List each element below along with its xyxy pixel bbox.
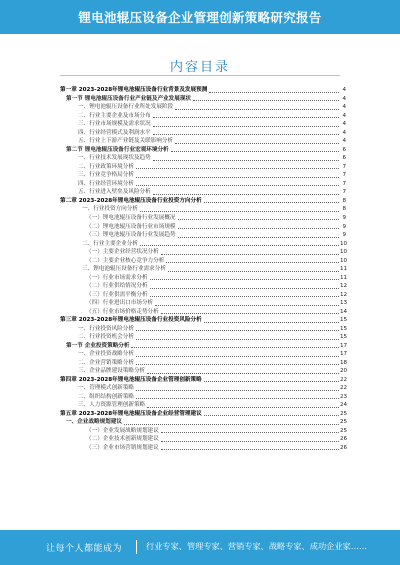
toc-entry-text: （五）行业市场价格走势分析 bbox=[86, 308, 159, 315]
toc-entry[interactable] bbox=[60, 86, 346, 95]
toc-page-number: 8 bbox=[342, 206, 346, 213]
toc-entry-text: 二、组织结构创新策略 bbox=[78, 393, 134, 400]
toc-page-number: 25 bbox=[340, 410, 348, 417]
toc-page-number: 6 bbox=[342, 146, 346, 153]
toc-entry-text: 第三章 2023-2028年锂电池辊压设备行业投资风险分析 bbox=[60, 317, 202, 324]
toc-entry-text: 第五章 2023-2028年锂电池辊压设备企业经营管理建议 bbox=[60, 410, 202, 417]
toc-entry[interactable] bbox=[60, 316, 346, 325]
toc-entry-text: 一、企业投资战略分析 bbox=[78, 351, 134, 358]
dot-leader bbox=[204, 381, 339, 382]
toc-entry-text: 一、行业投资方向分析 bbox=[82, 206, 138, 213]
toc-page-number: 7 bbox=[342, 180, 346, 187]
toc-page-number: 17 bbox=[340, 351, 348, 358]
toc-page-number: 4 bbox=[342, 104, 346, 111]
toc-page-number: 15 bbox=[340, 317, 348, 324]
toc-page-number: 9 bbox=[342, 214, 346, 221]
toc-page-number: 4 bbox=[342, 138, 346, 145]
toc-entry[interactable] bbox=[60, 180, 346, 189]
toc-entry[interactable] bbox=[60, 129, 346, 138]
toc-entry[interactable] bbox=[60, 410, 346, 419]
toc-entry[interactable] bbox=[60, 171, 346, 180]
dot-leader bbox=[161, 432, 339, 433]
toc-entry-text: 五、行业进入壁垒及风险分析 bbox=[78, 189, 151, 196]
dot-leader bbox=[136, 168, 339, 169]
toc-page-number: 4 bbox=[342, 87, 346, 94]
dot-leader bbox=[140, 211, 339, 212]
toc-page-number: 14 bbox=[340, 308, 348, 315]
dot-leader bbox=[166, 262, 339, 263]
toc-entry-text: （四）行业进出口市场分析 bbox=[86, 300, 154, 307]
dot-leader bbox=[178, 237, 339, 238]
toc-entry-text: 一、企业战略规划建议 bbox=[66, 419, 122, 426]
dot-leader bbox=[153, 160, 339, 161]
toc-page-number: 10 bbox=[340, 257, 348, 264]
dot-leader bbox=[175, 143, 339, 144]
dot-leader bbox=[136, 177, 339, 178]
toc-entry-text: 四、行业经营环境分析 bbox=[78, 180, 134, 187]
dot-leader bbox=[161, 313, 339, 314]
dot-leader bbox=[153, 117, 339, 118]
toc-heading: 内容目录 bbox=[169, 60, 230, 75]
footer-divider bbox=[136, 540, 137, 554]
toc-page-number: 13 bbox=[340, 300, 348, 307]
toc-entry[interactable] bbox=[60, 103, 346, 112]
toc-entry[interactable] bbox=[60, 256, 346, 265]
dot-leader bbox=[171, 151, 339, 152]
toc-page-number: 6 bbox=[342, 155, 346, 162]
toc-entry-text: 一、行业投资风险分析 bbox=[78, 325, 134, 332]
toc-page-number: 7 bbox=[342, 163, 346, 170]
toc-page-number: 8 bbox=[342, 197, 346, 204]
toc-page-number: 25 bbox=[340, 419, 348, 426]
toc-entry[interactable] bbox=[60, 333, 346, 342]
toc-page-number: 4 bbox=[342, 95, 346, 102]
dot-leader bbox=[161, 254, 339, 255]
dot-leader bbox=[204, 202, 339, 203]
toc-entry-text: 四、行业经营模式及利润水平 bbox=[78, 129, 151, 136]
toc-page-number: 17 bbox=[340, 342, 348, 349]
toc-entry-text: （二）锂电池辊压设备行业市场规模 bbox=[86, 223, 176, 230]
dot-leader bbox=[204, 415, 339, 416]
toc-entry[interactable] bbox=[60, 401, 346, 410]
dot-leader bbox=[136, 398, 339, 399]
dot-leader bbox=[140, 245, 339, 246]
toc-entry-text: 三、锂电池辊压设备行业需求分析 bbox=[82, 266, 166, 273]
dot-leader bbox=[193, 100, 339, 101]
dot-leader bbox=[153, 134, 339, 135]
toc-entry-text: （二）行业供给情况分析 bbox=[86, 283, 148, 290]
toc-entry[interactable] bbox=[60, 222, 346, 231]
footer-tagline: 行业专家、管理专家、营销专家、战略专家、成功企业家…… bbox=[146, 541, 368, 551]
dot-leader bbox=[178, 228, 339, 229]
toc-page-number: 20 bbox=[340, 368, 348, 375]
toc-entry-text: 二、企业营销策略分析 bbox=[78, 359, 134, 366]
report-title: 锂电池辊压设备企业管理创新策略研究报告 bbox=[78, 10, 322, 25]
toc-page-number: 15 bbox=[340, 325, 348, 332]
toc-entry[interactable] bbox=[60, 350, 346, 359]
toc-entry-text: 三、行业竞争格局分析 bbox=[78, 172, 134, 179]
toc-page-number: 22 bbox=[340, 376, 348, 383]
toc-entry-text: 一、行业技术发展现状及趋势 bbox=[78, 155, 151, 162]
toc-page-number: 26 bbox=[340, 436, 348, 443]
toc-entry[interactable] bbox=[60, 324, 346, 333]
toc-entry-text: （一）锂电池辊压设备行业发展概况 bbox=[86, 214, 176, 221]
toc-entry[interactable] bbox=[60, 163, 346, 172]
toc-entry-text: 第一节 锂电池辊压设备行业产业链及产业发展现状 bbox=[66, 95, 192, 102]
toc-entry-text: 第二节 锂电池辊压设备行业宏观环境分析 bbox=[66, 146, 169, 153]
toc-entry-text: 三、人力资源管理创新策略 bbox=[78, 402, 146, 409]
toc-entry[interactable] bbox=[60, 248, 346, 257]
dot-leader bbox=[175, 109, 339, 110]
toc-entry-text: 第二章 2023-2028年锂电池辊压设备行业投资方向分析 bbox=[60, 197, 202, 204]
dot-leader bbox=[131, 347, 339, 348]
toc-entry-text: （一）主要企业经营状况分析 bbox=[86, 249, 159, 256]
toc-entry-text: （三）行业供需平衡分析 bbox=[86, 291, 148, 298]
toc-entry[interactable] bbox=[60, 427, 346, 436]
toc-entry[interactable] bbox=[60, 435, 346, 444]
dot-leader bbox=[155, 305, 339, 306]
toc-entry[interactable] bbox=[60, 273, 346, 282]
toc-page-number: 18 bbox=[340, 359, 348, 366]
dot-leader bbox=[147, 373, 339, 374]
toc-page-number: 23 bbox=[340, 393, 348, 400]
toc-entry-text: 第一节 企业投资策略分析 bbox=[66, 342, 130, 349]
dot-leader bbox=[150, 279, 339, 280]
toc-page-number: 10 bbox=[340, 249, 348, 256]
toc-entry[interactable] bbox=[60, 376, 346, 385]
dot-leader bbox=[136, 339, 339, 340]
toc-page-number: 4 bbox=[342, 129, 346, 136]
dot-leader bbox=[161, 441, 339, 442]
toc-entry[interactable] bbox=[60, 137, 346, 146]
toc-entry[interactable] bbox=[60, 418, 346, 427]
toc-entry-text: 三、行业市场规模及需求状况 bbox=[78, 121, 151, 128]
page-footer bbox=[0, 530, 400, 565]
dot-leader bbox=[168, 271, 339, 272]
toc-page-number: 24 bbox=[340, 402, 348, 409]
page-header bbox=[0, 0, 400, 34]
toc-entry-text: 二、行业主要企业分析 bbox=[82, 240, 138, 247]
toc-entry-text: （二）企业技术创新规划建议 bbox=[86, 436, 159, 443]
toc-entry[interactable] bbox=[60, 367, 346, 376]
dot-leader bbox=[153, 126, 339, 127]
toc-entry-text: 二、行业投资机会分析 bbox=[78, 334, 134, 341]
toc-page-number: 12 bbox=[340, 283, 348, 290]
dot-leader bbox=[136, 390, 339, 391]
toc-page-number: 12 bbox=[340, 291, 348, 298]
toc-entry[interactable] bbox=[60, 197, 346, 206]
toc-page-number: 4 bbox=[342, 121, 346, 128]
toc-entry[interactable] bbox=[60, 384, 346, 393]
toc-entry-text: 一、管理模式创新策略 bbox=[78, 385, 134, 392]
dot-leader bbox=[136, 330, 339, 331]
toc-entry-text: （三）企业市场营销规划建议 bbox=[86, 444, 159, 451]
toc-entry[interactable] bbox=[60, 393, 346, 402]
dot-leader bbox=[136, 364, 339, 365]
dot-leader bbox=[136, 185, 339, 186]
dot-leader bbox=[147, 407, 339, 408]
dot-leader bbox=[150, 288, 339, 289]
dot-leader bbox=[209, 92, 339, 93]
table-of-contents bbox=[60, 86, 346, 452]
toc-page-number: 26 bbox=[340, 444, 348, 451]
dot-leader bbox=[178, 219, 339, 220]
toc-entry[interactable] bbox=[60, 239, 346, 248]
toc-page-number: 11 bbox=[340, 266, 348, 273]
toc-entry[interactable] bbox=[60, 444, 346, 453]
toc-entry[interactable] bbox=[60, 112, 346, 121]
toc-entry[interactable] bbox=[60, 290, 346, 299]
toc-entry[interactable] bbox=[60, 154, 346, 163]
toc-page-number: 11 bbox=[340, 274, 348, 281]
dot-leader bbox=[153, 194, 339, 195]
toc-page-number: 25 bbox=[340, 427, 348, 434]
toc-page-number: 15 bbox=[340, 334, 348, 341]
toc-entry-text: 一、锂电池辊压设备行业所处发展阶段 bbox=[78, 104, 174, 111]
toc-entry-text: 五、行业上下游产业链及关联影响分析 bbox=[78, 138, 174, 145]
toc-entry[interactable] bbox=[60, 231, 346, 240]
toc-divider bbox=[60, 75, 340, 76]
toc-entry[interactable] bbox=[60, 146, 346, 155]
footer-slogan: 让每个人都能成为 bbox=[46, 544, 123, 554]
toc-entry-text: （三）锂电池辊压设备行业发展趋势 bbox=[86, 232, 176, 239]
toc-entry[interactable] bbox=[60, 359, 346, 368]
toc-page-number: 10 bbox=[340, 240, 348, 247]
toc-entry[interactable] bbox=[60, 299, 346, 308]
toc-entry-text: 第一章 2023-2028年锂电池辊压设备行业背景及发展预测 bbox=[60, 87, 208, 94]
dot-leader bbox=[204, 322, 339, 323]
toc-page-number: 9 bbox=[342, 223, 346, 230]
toc-entry-text: 三、企业品牌建设策略分析 bbox=[78, 368, 146, 375]
toc-entry-text: （二）主要企业核心竞争力分析 bbox=[86, 257, 165, 264]
toc-entry[interactable] bbox=[60, 282, 346, 291]
dot-leader bbox=[161, 449, 339, 450]
toc-page-number: 7 bbox=[342, 189, 346, 196]
toc-entry[interactable] bbox=[60, 265, 346, 274]
toc-entry[interactable] bbox=[60, 188, 346, 197]
toc-page-number: 4 bbox=[342, 112, 346, 119]
dot-leader bbox=[150, 296, 339, 297]
toc-entry[interactable] bbox=[60, 307, 346, 316]
dot-leader bbox=[124, 424, 339, 425]
toc-entry-text: 二、行业主要企业及市场分布 bbox=[78, 112, 151, 119]
toc-entry[interactable] bbox=[60, 95, 346, 104]
toc-entry[interactable] bbox=[60, 214, 346, 223]
dot-leader bbox=[136, 356, 339, 357]
toc-entry-text: 第四章 2023-2028年锂电池辊压设备企业管理创新策略 bbox=[60, 376, 202, 383]
toc-entry[interactable] bbox=[60, 120, 346, 129]
toc-page-number: 22 bbox=[340, 385, 348, 392]
toc-entry[interactable] bbox=[60, 205, 346, 214]
toc-entry-text: 二、行业政策环境分析 bbox=[78, 163, 134, 170]
toc-entry-text: （一）企业发展战略规划建议 bbox=[86, 427, 159, 434]
toc-page-number: 7 bbox=[342, 172, 346, 179]
toc-entry-text: （一）行业市场需求分析 bbox=[86, 274, 148, 281]
toc-page-number: 9 bbox=[342, 232, 346, 239]
toc-entry[interactable] bbox=[60, 341, 346, 350]
